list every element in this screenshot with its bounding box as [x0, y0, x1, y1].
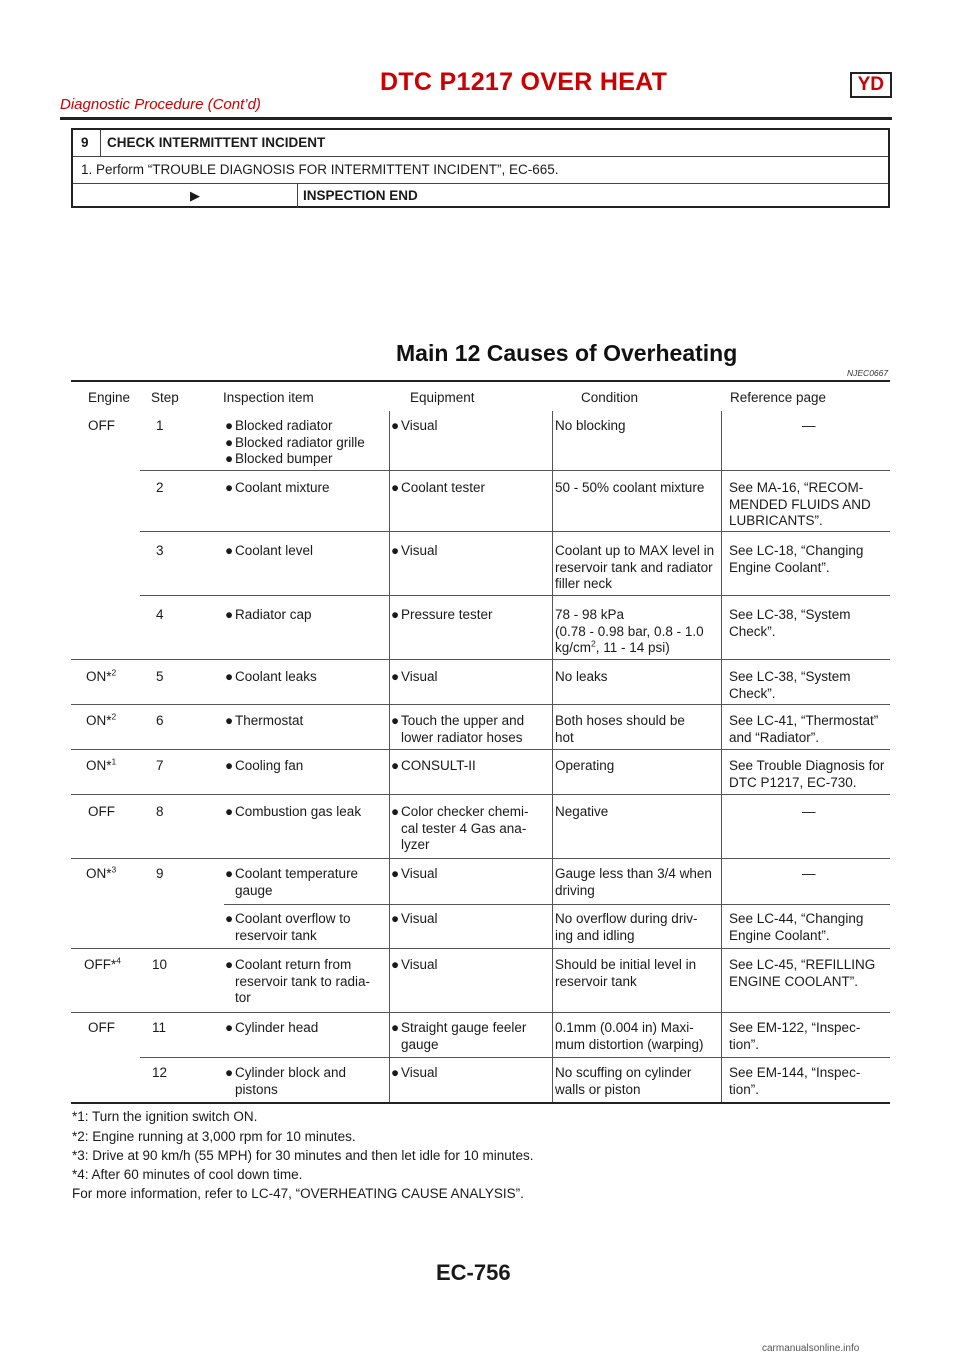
- cell-condition: Should be initial level in reservoir tank: [555, 957, 697, 989]
- step-number: 9: [81, 135, 89, 150]
- watermark: carmanualsonline.info: [762, 1343, 860, 1354]
- row-divider: [224, 904, 890, 905]
- step-result-row: [73, 183, 888, 208]
- cell-step: 10: [152, 957, 168, 972]
- cell-inspection-item: ● Cylinder head: [225, 1020, 319, 1035]
- cell-condition: 50 - 50% coolant mixture: [555, 480, 705, 495]
- cell-equipment: ● Visual: [391, 911, 438, 926]
- row-divider: [71, 749, 890, 750]
- row-divider: [140, 531, 890, 532]
- cell-engine: OFF: [88, 418, 115, 433]
- cell-condition: No blocking: [555, 418, 626, 433]
- cell-reference: See LC-41, “Thermostat” and “Radiator”.: [729, 713, 879, 745]
- row-divider: [140, 1057, 890, 1058]
- footnote: *2: Engine running at 3,000 rpm for 10 minutes.: [72, 1129, 356, 1144]
- col-header-condition: Condition: [581, 390, 639, 405]
- cell-step: 12: [152, 1065, 168, 1080]
- row-divider: [71, 794, 890, 795]
- cell-reference: See EM-144, “Inspec- tion”.: [729, 1065, 861, 1097]
- cell-engine: ON*$^3$: [86, 864, 117, 881]
- cell-equipment: ● CONSULT-II: [391, 758, 476, 773]
- cell-reference: See LC-38, “System Check”.: [729, 607, 851, 639]
- cell-step: 8: [156, 804, 164, 819]
- cell-equipment: ● Straight gauge feeler gauge: [391, 1020, 527, 1052]
- cell-engine: ON*$^2$: [86, 667, 117, 684]
- column-divider: [721, 411, 722, 1103]
- cell-condition: Gauge less than 3/4 when driving: [555, 866, 712, 898]
- col-header-step: Step: [151, 390, 179, 405]
- cell-step: 6: [156, 713, 164, 728]
- header-divider: [60, 117, 892, 120]
- row-divider: [71, 704, 890, 705]
- cell-equipment: ● Visual: [391, 957, 438, 972]
- footnote: *1: Turn the ignition switch ON.: [72, 1109, 258, 1124]
- cell-inspection-item: ● Coolant mixture: [225, 480, 330, 495]
- cell-inspection-item: ● Coolant temperature gauge: [225, 866, 359, 898]
- step-result: INSPECTION END: [303, 188, 418, 203]
- step-header-row: [73, 130, 888, 157]
- footnote: *4: After 60 minutes of cool down time.: [72, 1167, 303, 1182]
- step-instruction: 1. Perform “TROUBLE DIAGNOSIS FOR INTERMITTENT INCIDENT”, EC-665.: [81, 162, 559, 177]
- cell-step: 1: [156, 418, 164, 433]
- cell-step: 3: [156, 543, 164, 558]
- cell-reference: See LC-45, “REFILLING ENGINE COOLANT”.: [729, 957, 876, 989]
- footnote: *3: Drive at 90 km/h (55 MPH) for 30 minutes and then let idle for 10 minutes.: [72, 1148, 534, 1163]
- cell-reference: See LC-38, “System Check”.: [729, 669, 851, 701]
- table-bottom-rule: [71, 1102, 890, 1104]
- cell-equipment: ● Pressure tester: [391, 607, 493, 622]
- cell-equipment: ● Visual: [391, 418, 438, 433]
- cell-step: 9: [156, 866, 164, 881]
- cell-condition: Coolant up to MAX level in reservoir tank and radiator filler neck: [555, 543, 715, 591]
- step-divider: [100, 130, 101, 156]
- cell-step: 5: [156, 669, 164, 684]
- cell-equipment: ● Visual: [391, 1065, 438, 1080]
- section-code: NJEC0667: [847, 368, 889, 378]
- cell-inspection-item: ● Coolant overflow to reservoir tank: [225, 911, 351, 943]
- cell-inspection-item: ● Coolant leaks: [225, 669, 317, 684]
- cell-condition: No overflow during driv- ing and idling: [555, 911, 698, 943]
- row-divider: [140, 595, 890, 596]
- cell-reference: See Trouble Diagnosis for DTC P1217, EC-730.: [729, 758, 885, 790]
- col-header-equipment: Equipment: [410, 390, 475, 405]
- cell-condition: 0.1mm (0.004 in) Maxi- mum distortion (warping): [555, 1020, 704, 1052]
- cell-reference: —: [802, 866, 816, 881]
- row-divider: [71, 858, 890, 859]
- page-number: EC-756: [436, 1260, 511, 1285]
- engine-badge: YD: [850, 72, 892, 98]
- cell-engine: ON*$^2$: [86, 711, 117, 728]
- cell-reference: See EM-122, “Inspec- tion”.: [729, 1020, 861, 1052]
- cell-equipment: ● Coolant tester: [391, 480, 486, 495]
- cell-step: 7: [156, 758, 164, 773]
- cell-step: 2: [156, 480, 164, 495]
- page-subtitle: Diagnostic Procedure (Cont’d): [60, 96, 261, 113]
- step-title: CHECK INTERMITTENT INCIDENT: [107, 135, 326, 150]
- cell-equipment: ● Color checker chemi- cal tester 4 Gas ana- lyzer: [391, 804, 529, 852]
- cell-equipment: ● Touch the upper and lower radiator hoses: [391, 713, 525, 745]
- step-instruction-row: [73, 156, 888, 184]
- cell-condition: Operating: [555, 758, 615, 773]
- cell-equipment: ● Visual: [391, 543, 438, 558]
- cell-inspection-item: ● Cooling fan: [225, 758, 304, 773]
- cell-reference: See LC-44, “Changing Engine Coolant”.: [729, 911, 864, 943]
- col-header-engine: Engine: [88, 390, 131, 405]
- cell-reference: —: [802, 804, 816, 819]
- cell-condition: No leaks: [555, 669, 608, 684]
- cell-inspection-item: ● Radiator cap: [225, 607, 312, 622]
- table-top-rule: [71, 380, 890, 382]
- col-header-inspection-item: Inspection item: [223, 390, 314, 405]
- cell-equipment: ● Visual: [391, 866, 438, 881]
- cell-inspection-item: ● Thermostat: [225, 713, 304, 728]
- cell-condition: Both hoses should be hot: [555, 713, 685, 745]
- column-divider: [389, 411, 390, 1103]
- footnote: For more information, refer to LC-47, “OVERHEATING CAUSE ANALYSIS”.: [72, 1186, 524, 1201]
- page-title: DTC P1217 OVER HEAT: [380, 68, 668, 96]
- cell-reference: See MA-16, “RECOM- MENDED FLUIDS AND LUBRICANTS”.: [729, 480, 871, 528]
- cell-engine: OFF*$^4$: [84, 955, 121, 972]
- cell-engine: OFF: [88, 804, 115, 819]
- cell-engine: ON*$^1$: [86, 756, 117, 773]
- arrow-right-icon: ▶: [190, 188, 200, 203]
- cell-inspection-item: ● Combustion gas leak: [225, 804, 362, 819]
- step-result-divider: [297, 183, 298, 208]
- row-divider: [71, 1012, 890, 1013]
- cell-condition: Negative: [555, 804, 609, 819]
- cell-engine: OFF: [88, 1020, 115, 1035]
- cell-inspection-item: ● Coolant return from reservoir tank to radia- tor: [225, 957, 371, 1005]
- section-title: Main 12 Causes of Overheating: [396, 340, 738, 366]
- cell-equipment: ● Visual: [391, 669, 438, 684]
- cell-reference: See LC-18, “Changing Engine Coolant”.: [729, 543, 864, 575]
- cell-condition: 78 - 98 kPa (0.78 - 0.98 bar, 0.8 - 1.0 $kg/cm^2$, 11 - 14 psi): [555, 607, 704, 655]
- cell-inspection-item: ● Cylinder block and pistons: [225, 1065, 347, 1097]
- col-header-reference: Reference page: [730, 390, 827, 405]
- row-divider: [71, 948, 890, 949]
- step-box: [71, 128, 890, 208]
- cell-inspection-item: ● Coolant level: [225, 543, 314, 558]
- cell-step: 4: [156, 607, 164, 622]
- row-divider: [140, 470, 890, 471]
- cell-step: 11: [152, 1020, 167, 1035]
- cell-inspection-item: ● Blocked radiator ● Blocked radiator grille ● Blocked bumper: [225, 418, 365, 466]
- cell-condition: No scuffing on cylinder walls or piston: [555, 1065, 692, 1097]
- column-divider: [552, 411, 553, 1103]
- cell-reference: —: [802, 418, 816, 433]
- row-divider: [71, 659, 890, 660]
